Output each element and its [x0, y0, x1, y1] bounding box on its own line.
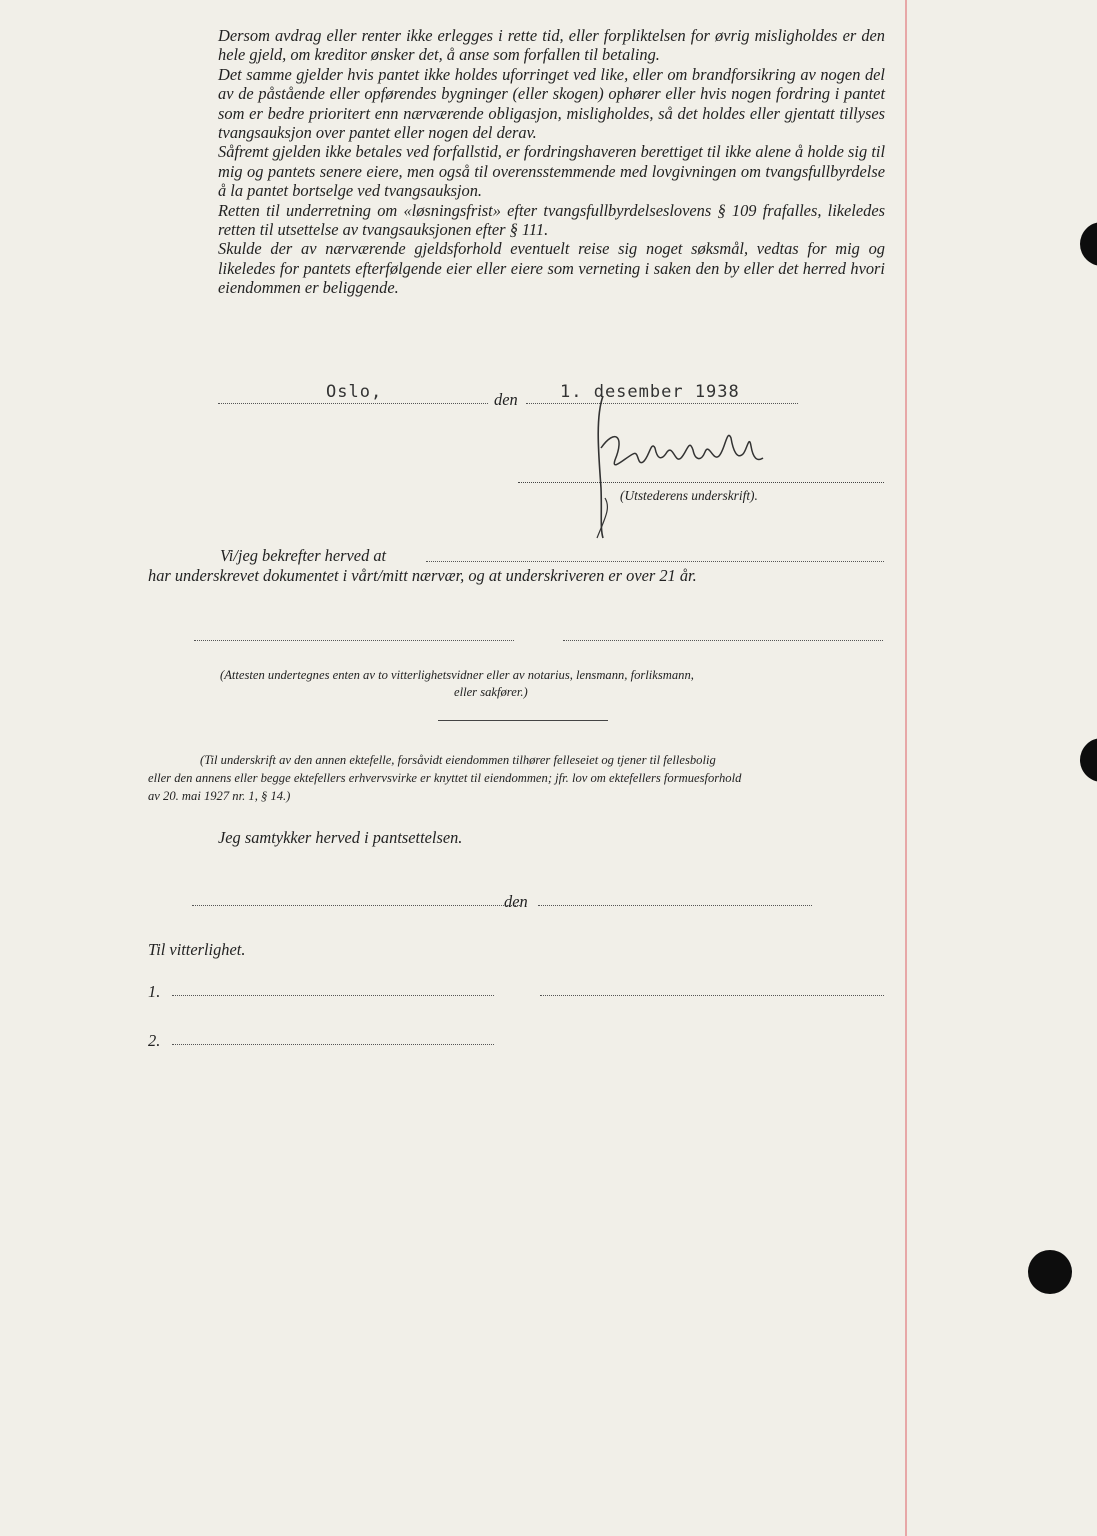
- witness-number-2: 2.: [148, 1031, 161, 1050]
- spouse-date-dotted-line: [538, 905, 812, 906]
- terms-text: [148, 26, 885, 298]
- spouse-den-label: den: [504, 892, 528, 911]
- witness-1b-dotted-line: [540, 995, 884, 996]
- witness-1-dotted-line: [172, 995, 494, 996]
- red-margin-line: [905, 0, 907, 1536]
- punch-hole-icon: [1080, 738, 1097, 782]
- spouse-note-line-2: eller den annens eller begge ektefellers erhvervsvirke er knyttet til eiendommen; jfr. lov om ektefellers formuesforhold: [148, 771, 742, 785]
- witness-2-dotted-line: [172, 1044, 494, 1045]
- date-den-label: den: [494, 390, 518, 409]
- punch-hole-icon: [1028, 1250, 1072, 1294]
- attest-witness-2-line: [563, 640, 883, 641]
- attest-name-dotted-line: [426, 561, 884, 562]
- place-value: Oslo,: [326, 382, 383, 402]
- attest-note-line-2: eller sakfører.): [454, 685, 528, 699]
- signature-dotted-line: [518, 482, 884, 483]
- paragraph-notice: Retten til underretning om «løsningsfrist» efter tvangsfullbyrdelseslovens § 109 frafalles, likeledes retten til utsettelse av tvangsauksjonen efter § 111.: [218, 200, 885, 240]
- spouse-consent-text: Jeg samtykker herved i pantsettelsen.: [218, 828, 463, 847]
- paragraph-venue: Skulde der av nærværende gjeldsforhold eventuelt reise sig noget søksmål, vedtas for mig og likeledes for pantets efterfølgende eier eller eiere som verneting i saken den by eller det herred hvori eiendommen er beliggende.: [218, 239, 885, 298]
- attest-witness-1-line: [194, 640, 514, 641]
- witness-heading: Til vitterlighet.: [148, 940, 246, 959]
- place-dotted-line: [218, 403, 488, 404]
- attest-line-2: har underskrevet dokumentet i vårt/mitt nærvær, og at underskriveren er over 21 år.: [148, 566, 697, 585]
- spouse-note-line-1: (Til underskrift av den annen ektefelle, forsåvidt eiendommen tilhører felleseiet og tjener til fellesbolig: [200, 753, 716, 767]
- handwritten-signature: [585, 388, 770, 543]
- witness-number-1: 1.: [148, 982, 161, 1001]
- date-value: 1. desember 1938: [560, 382, 740, 402]
- paragraph-collateral: Det samme gjelder hvis pantet ikke holdes uforringet ved like, eller om brandforsikring av nogen del av de påstående eller opførendes bygninger (eller skogen) ophører eller hvis nogen fordring i pantet som er bedre prioritert enn nærværende obligasjon, misligholdes, så det holdes eller gjentatt tillyses tvangsauksjon over pantet eller nogen del derav.: [218, 64, 885, 143]
- spouse-place-dotted-line: [192, 905, 520, 906]
- separator-line: [438, 720, 608, 721]
- paragraph-default: Dersom avdrag eller renter ikke erlegges i rette tid, eller forpliktelsen for øvrig misligholdes er den hele gjeld, om kreditor ønsker det, å anse som forfallen til betaling.: [218, 26, 885, 65]
- attest-line-1: Vi/jeg bekrefter herved at: [220, 546, 387, 565]
- attest-note-line-1: (Attesten undertegnes enten av to vitterlighetsvidner eller av notarius, lensmann, forliksmann,: [220, 668, 694, 682]
- signature-caption: (Utstederens underskrift).: [620, 488, 758, 503]
- spouse-note-line-3: av 20. mai 1927 nr. 1, § 14.): [148, 789, 291, 803]
- paragraph-enforcement: Såfremt gjelden ikke betales ved forfallstid, er fordringshaveren berettiget til ikke alene å holde sig til mig og pantets senere eiere, men også til overensstemmende med lovgivningen om tvangsfullbyrdelse å la pantet bortselge ved tvangsauksjon.: [218, 142, 885, 201]
- punch-hole-icon: [1080, 222, 1097, 266]
